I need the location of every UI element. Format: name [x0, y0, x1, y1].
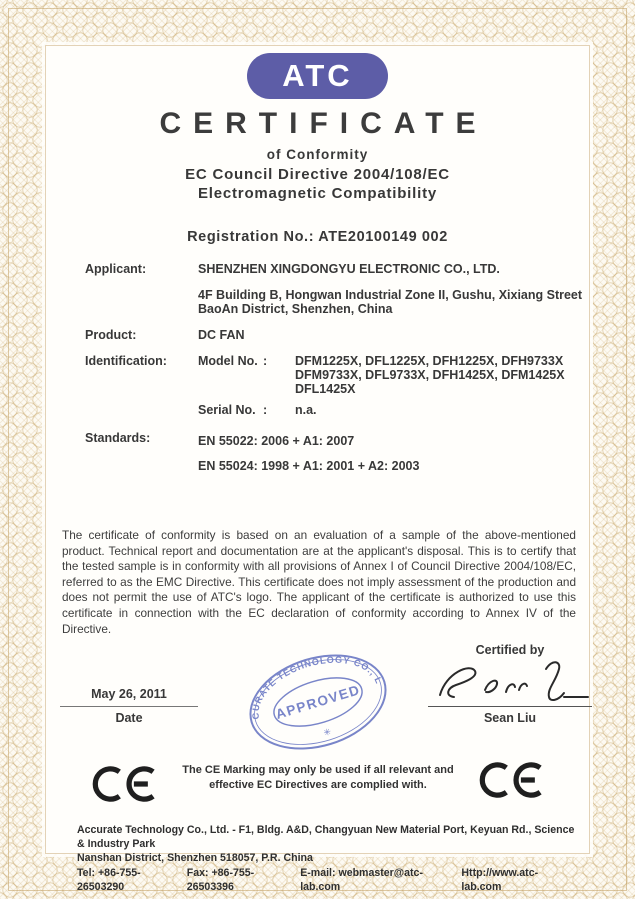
applicant-address-line1: 4F Building B, Hongwan Industrial Zone II, Gushu, Xixiang Street: [198, 288, 583, 302]
ce-marking-note: [168, 763, 468, 793]
issuer-footer: [77, 823, 577, 894]
applicant-label: Applicant:: [85, 262, 147, 276]
approved-stamp-icon: [222, 627, 415, 776]
identification-label: Identification:: [85, 354, 167, 368]
signature-icon: [428, 657, 596, 709]
certified-by-label: Certified by: [475, 643, 545, 657]
standard-1: EN 55022: 2006 + A1: 2007: [198, 434, 355, 448]
issue-date-value: May 26, 2011: [91, 687, 167, 701]
issuer-email: E-mail: webmaster@atc-lab.com: [300, 867, 423, 893]
directive-line-1: EC Council Directive 2004/108/EC: [185, 166, 450, 183]
directive-line-2: Electromagnetic Compatibility: [197, 185, 438, 202]
issuer-fax: Fax: +86-755-26503396: [186, 867, 255, 893]
serial-no-value: n.a.: [295, 403, 317, 417]
certificate-title: CERTIFICATE: [159, 107, 488, 140]
date-label: Date: [115, 711, 143, 725]
applicant-name: SHENZHEN XINGDONGYU ELECTRONIC CO., LTD.: [198, 262, 500, 276]
stamp-ring-text: ACCURATE TECHNOLOGY CO., LTD: [222, 654, 384, 720]
issuer-contacts: [77, 866, 577, 894]
issuer-website: Http://www.atc-lab.com: [461, 867, 539, 893]
ce-note-line1: The CE Marking may only be used if all relevant and: [182, 764, 454, 776]
product-value: DC FAN: [198, 328, 245, 342]
date-rule-line: [60, 706, 198, 707]
ce-note-line2: effective EC Directives are complied with.: [209, 779, 427, 791]
product-label: Product:: [85, 328, 137, 342]
standards-label: Standards:: [85, 431, 151, 445]
model-no-colon: :: [263, 354, 268, 368]
stamp-bottom-mark: ✳: [322, 726, 333, 739]
model-list-line2: DFM9733X, DFL9733X, DFH1425X, DFM1425X: [295, 368, 565, 382]
stamp-center-text: APPROVED: [273, 682, 363, 723]
ce-mark-icon: [479, 757, 543, 803]
atc-logo: [247, 53, 388, 99]
issuer-address-line1: Accurate Technology Co., Ltd. - F1, Bldg. A&D, Changyuan New Material Port, Keyuan Rd., Science & Industry Park: [77, 824, 575, 850]
model-no-label: Model No.: [198, 354, 258, 368]
issuer-address-line2: Nanshan District, Shenzhen 518057, P.R. China: [77, 852, 313, 864]
registration-number: Registration No.: ATE20100149 002: [187, 229, 448, 245]
serial-no-colon: :: [263, 403, 268, 417]
model-list-line1: DFM1225X, DFL1225X, DFH1225X, DFH9733X: [295, 354, 564, 368]
signature-rule-line: [428, 706, 592, 707]
serial-no-label: Serial No.: [198, 403, 256, 417]
certificate-subtitle: of Conformity: [266, 147, 369, 162]
standard-2: EN 55024: 1998 + A1: 2001 + A2: 2003: [198, 459, 420, 473]
ce-mark-icon: [92, 761, 156, 807]
applicant-address-line2: BaoAn District, Shenzhen, China: [198, 302, 393, 316]
signer-name: Sean Liu: [483, 711, 537, 725]
conformity-statement: The certificate of conformity is based on an evaluation of a sample of the above-mentioned product. Technical report and documentation are at the applicant's disposal. This is to certify that the tested sample is in conformity with all provisions of Annex I of Council Directive 2004/108/EC, referred to as the EMC Directive. This certificate does not imply assessment of the production and does not permit the use of ATC's logo. The applicant of the certificate is authorized to use this certificate in connection with the EC declaration of conformity according to Annex IV of the Directive.: [62, 528, 576, 636]
model-list-line3: DFL1425X: [295, 382, 356, 396]
atc-logo-text: ATC: [282, 58, 353, 93]
issuer-tel: Tel: +86-755-26503290: [77, 867, 141, 893]
